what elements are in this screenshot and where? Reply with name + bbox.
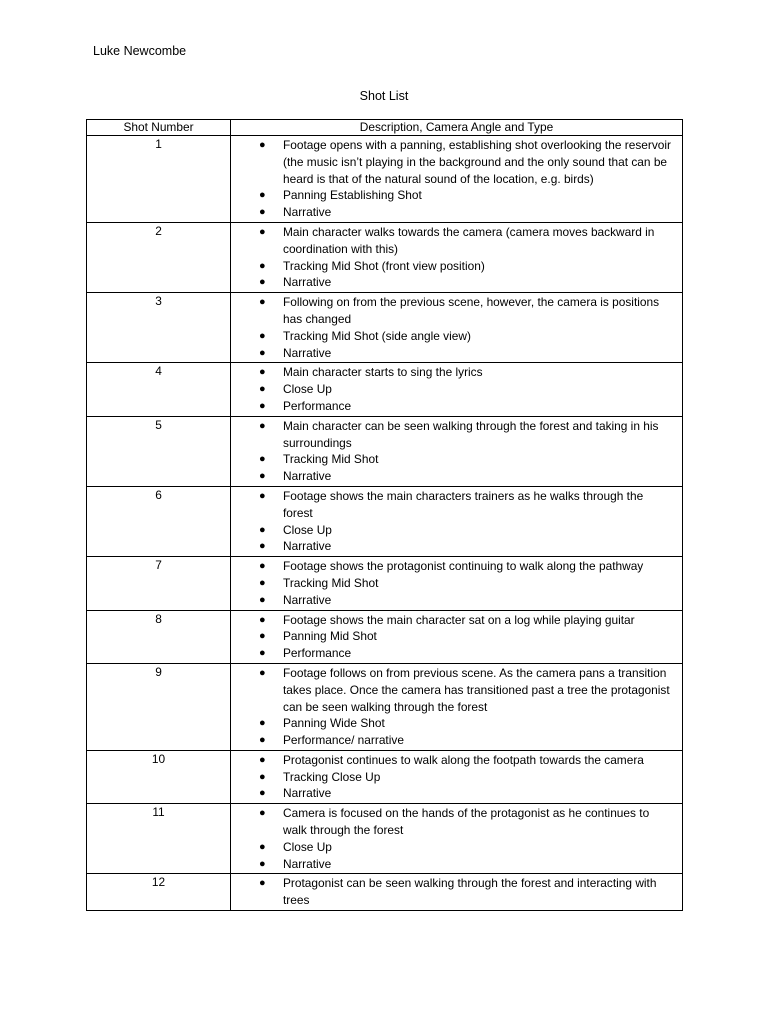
list-item xyxy=(231,468,676,485)
list-item-text: Close Up xyxy=(283,522,332,537)
description-list xyxy=(231,293,682,362)
description-cell xyxy=(231,416,683,486)
author-name: Luke Newcombe xyxy=(93,44,187,58)
list-item-text: Performance/ narrative xyxy=(283,733,404,748)
list-item xyxy=(231,522,676,539)
table-row xyxy=(87,874,683,911)
description-cell xyxy=(231,486,683,556)
description-cell xyxy=(231,136,683,223)
bullet-icon: ● xyxy=(259,877,266,890)
list-item xyxy=(231,381,676,398)
shot-number-cell: 1 xyxy=(87,136,231,223)
list-item xyxy=(231,224,676,258)
list-item-text: Close Up xyxy=(283,382,332,397)
list-item xyxy=(231,732,676,749)
table-body xyxy=(87,136,683,911)
description-list xyxy=(231,417,682,486)
list-item xyxy=(231,258,676,275)
bullet-icon: ● xyxy=(259,366,266,379)
bullet-icon: ● xyxy=(259,470,266,483)
bullet-icon: ● xyxy=(259,276,266,289)
bullet-icon: ● xyxy=(259,560,266,573)
list-item-text: Narrative xyxy=(283,205,332,220)
shot-number-cell: 9 xyxy=(87,663,231,750)
bullet-icon: ● xyxy=(259,787,266,800)
bullet-icon: ● xyxy=(259,857,266,870)
shot-number-cell: 4 xyxy=(87,363,231,416)
list-item xyxy=(231,345,676,362)
table-row xyxy=(87,804,683,874)
list-item-text: Close Up xyxy=(283,839,332,854)
list-item xyxy=(231,137,676,187)
table-row xyxy=(87,557,683,610)
bullet-icon: ● xyxy=(259,453,266,466)
bullet-icon: ● xyxy=(259,576,266,589)
description-cell xyxy=(231,874,683,911)
list-item-text: Tracking Mid Shot (side angle view) xyxy=(283,328,471,343)
description-cell xyxy=(231,363,683,416)
list-item xyxy=(231,769,676,786)
description-list xyxy=(231,804,682,873)
list-item-text: Footage shows the protagonist continuing to walk along the pathway xyxy=(283,559,644,574)
list-item xyxy=(231,451,676,468)
list-item xyxy=(231,592,676,609)
description-list xyxy=(231,557,682,609)
bullet-icon: ● xyxy=(259,770,266,783)
description-list xyxy=(231,363,682,415)
list-item xyxy=(231,204,676,221)
table-row xyxy=(87,663,683,750)
list-item-text: Performance xyxy=(283,398,352,413)
list-item-text: Panning Wide Shot xyxy=(283,716,385,731)
description-cell xyxy=(231,610,683,663)
header-description: Description, Camera Angle and Type xyxy=(231,120,683,136)
bullet-icon: ● xyxy=(259,666,266,679)
bullet-icon: ● xyxy=(259,206,266,219)
list-item-text: Footage shows the main characters trainers as he walks through the forest xyxy=(283,488,644,520)
list-item xyxy=(231,364,676,381)
list-item-text: Protagonist continues to walk along the footpath towards the camera xyxy=(283,752,644,767)
list-item-text: Narrative xyxy=(283,345,332,360)
list-item-text: Narrative xyxy=(283,786,332,801)
shot-number-cell: 3 xyxy=(87,293,231,363)
list-item-text: Narrative xyxy=(283,539,332,554)
list-item-text: Performance xyxy=(283,646,352,661)
list-item xyxy=(231,715,676,732)
list-item xyxy=(231,839,676,856)
bullet-icon: ● xyxy=(259,383,266,396)
shot-number-cell: 7 xyxy=(87,557,231,610)
description-list xyxy=(231,611,682,663)
description-cell xyxy=(231,750,683,803)
bullet-icon: ● xyxy=(259,399,266,412)
table-row xyxy=(87,293,683,363)
list-item-text: Tracking Mid Shot xyxy=(283,452,379,467)
description-list xyxy=(231,664,682,750)
list-item-text: Narrative xyxy=(283,469,332,484)
list-item xyxy=(231,665,676,715)
table-row xyxy=(87,136,683,223)
bullet-icon: ● xyxy=(259,717,266,730)
list-item-text: Main character can be seen walking through the forest and taking in his surroundings xyxy=(283,418,659,450)
list-item xyxy=(231,328,676,345)
list-item xyxy=(231,294,676,328)
bullet-icon: ● xyxy=(259,346,266,359)
description-cell xyxy=(231,222,683,292)
bullet-icon: ● xyxy=(259,734,266,747)
description-cell xyxy=(231,663,683,750)
bullet-icon: ● xyxy=(259,647,266,660)
bullet-icon: ● xyxy=(259,225,266,238)
list-item xyxy=(231,752,676,769)
list-item-text: Panning Mid Shot xyxy=(283,629,377,644)
shot-number-cell: 12 xyxy=(87,874,231,911)
bullet-icon: ● xyxy=(259,593,266,606)
description-list xyxy=(231,223,682,292)
bullet-icon: ● xyxy=(259,840,266,853)
list-item xyxy=(231,628,676,645)
list-item-text: Protagonist can be seen walking through the forest and interacting with trees xyxy=(283,876,657,908)
description-list xyxy=(231,751,682,803)
bullet-icon: ● xyxy=(259,329,266,342)
header-shot-number: Shot Number xyxy=(87,120,231,136)
shot-number-cell: 6 xyxy=(87,486,231,556)
table-row xyxy=(87,363,683,416)
shot-number-cell: 5 xyxy=(87,416,231,486)
bullet-icon: ● xyxy=(259,139,266,151)
bullet-icon: ● xyxy=(259,523,266,536)
table-row xyxy=(87,610,683,663)
bullet-icon: ● xyxy=(259,419,266,432)
bullet-icon: ● xyxy=(259,630,266,643)
list-item xyxy=(231,875,676,909)
list-item-text: Tracking Close Up xyxy=(283,769,381,784)
bullet-icon: ● xyxy=(259,540,266,553)
list-item xyxy=(231,612,676,629)
list-item-text: Narrative xyxy=(283,592,332,607)
list-item-text: Narrative xyxy=(283,856,332,871)
list-item xyxy=(231,538,676,555)
bullet-icon: ● xyxy=(259,296,266,309)
table-header-row xyxy=(87,120,683,136)
list-item-text: Camera is focused on the hands of the protagonist as he continues to walk through the forest xyxy=(283,806,650,838)
list-item xyxy=(231,805,676,839)
description-cell xyxy=(231,557,683,610)
list-item-text: Footage shows the main character sat on a log while playing guitar xyxy=(283,612,635,627)
list-item xyxy=(231,558,676,575)
table-row xyxy=(87,486,683,556)
shot-number-cell: 8 xyxy=(87,610,231,663)
description-list xyxy=(231,487,682,556)
shot-number-cell: 11 xyxy=(87,804,231,874)
description-cell xyxy=(231,804,683,874)
table-row xyxy=(87,416,683,486)
list-item xyxy=(231,488,676,522)
list-item-text: Tracking Mid Shot (front view position) xyxy=(283,258,485,273)
description-list xyxy=(231,136,682,222)
list-item xyxy=(231,398,676,415)
list-item xyxy=(231,785,676,802)
list-item xyxy=(231,418,676,452)
page-title: Shot List xyxy=(359,89,409,103)
bullet-icon: ● xyxy=(259,613,266,626)
list-item-text: Following on from the previous scene, however, the camera is positions has changed xyxy=(283,295,660,326)
table-row xyxy=(87,750,683,803)
list-item-text: Main character starts to sing the lyrics xyxy=(283,365,483,380)
table-row xyxy=(87,222,683,292)
shot-list-table xyxy=(86,119,683,911)
description-list xyxy=(231,874,682,910)
description-cell xyxy=(231,293,683,363)
list-item-text: Footage follows on from previous scene. As the camera pans a transition takes place. Once the camera has transitioned past a tree the protagonist can be seen walking through the forest xyxy=(283,665,670,714)
list-item xyxy=(231,187,676,204)
bullet-icon: ● xyxy=(259,189,266,202)
list-item-text: Footage opens with a panning, establishing shot overlooking the reservoir (the music isn’t playing in the background and the only sound that can be heard is that of the natural sound of the location, e.g. birds) xyxy=(283,138,672,186)
bullet-icon: ● xyxy=(259,753,266,766)
list-item xyxy=(231,575,676,592)
bullet-icon: ● xyxy=(259,259,266,272)
bullet-icon: ● xyxy=(259,489,266,502)
bullet-icon: ● xyxy=(259,807,266,820)
list-item xyxy=(231,274,676,291)
list-item-text: Narrative xyxy=(283,275,332,290)
shot-number-cell: 10 xyxy=(87,750,231,803)
list-item-text: Panning Establishing Shot xyxy=(283,188,422,203)
list-item-text: Main character walks towards the camera (camera moves backward in coordination with this) xyxy=(283,224,655,256)
list-item xyxy=(231,856,676,873)
list-item-text: Tracking Mid Shot xyxy=(283,575,379,590)
list-item xyxy=(231,645,676,662)
shot-number-cell: 2 xyxy=(87,222,231,292)
